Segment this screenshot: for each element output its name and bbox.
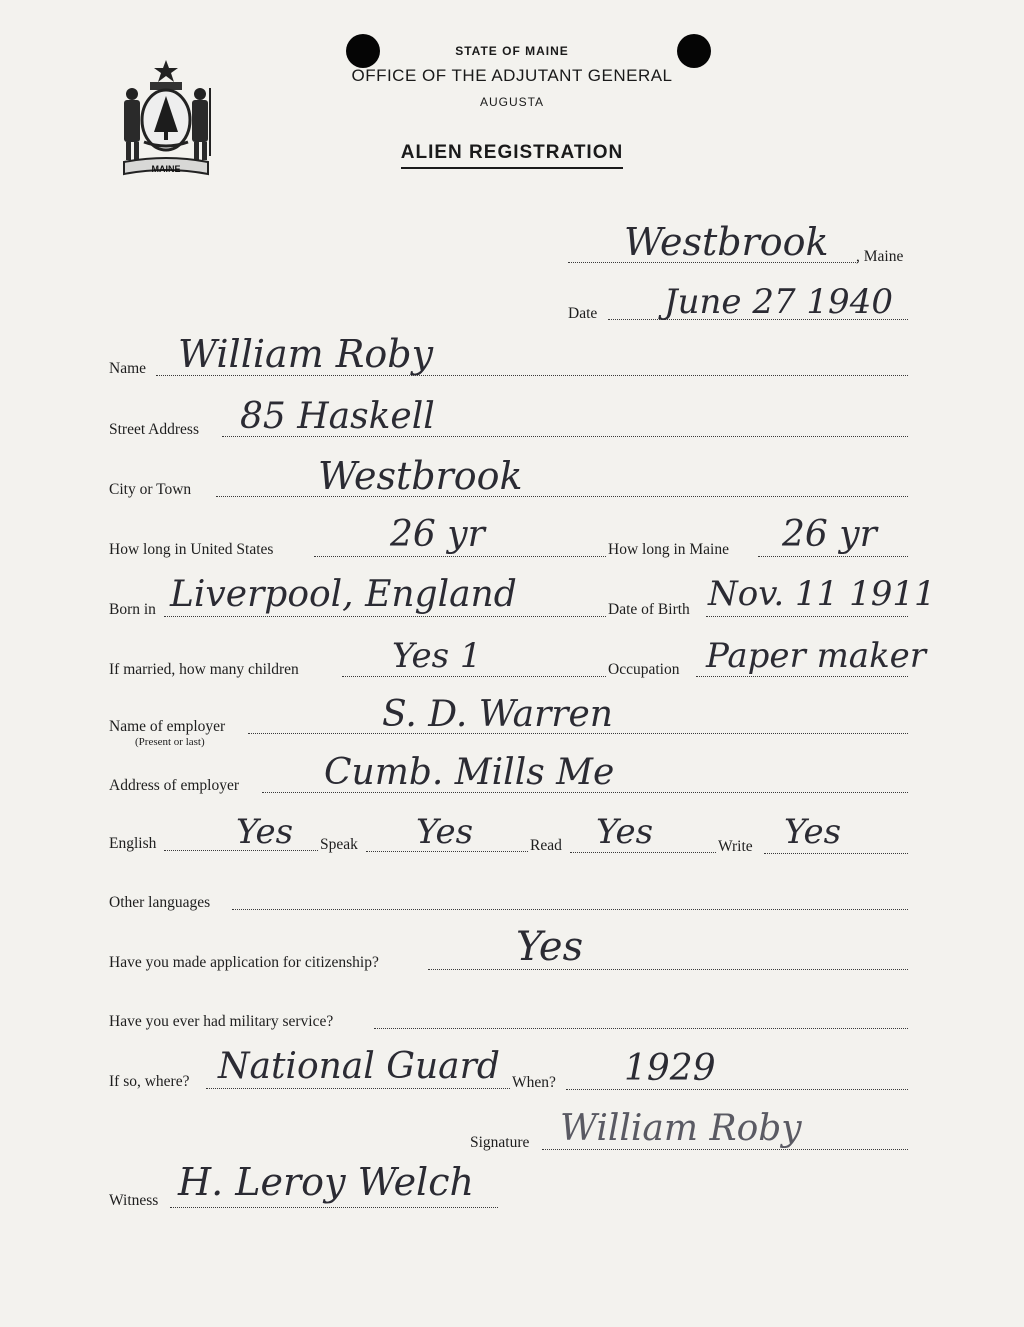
other-languages-line — [232, 909, 908, 910]
state-heading: STATE OF MAINE — [455, 44, 569, 58]
how-long-us-line — [314, 556, 606, 557]
street-label: Street Address — [109, 421, 199, 438]
speak-value[interactable]: Yes — [416, 812, 474, 852]
citizenship-value[interactable]: Yes — [516, 924, 584, 970]
how-long-maine-label: How long in Maine — [608, 541, 729, 558]
state-seal-icon — [110, 58, 222, 178]
when-label: When? — [512, 1074, 556, 1091]
employer-label: Name of employer — [109, 718, 226, 735]
name-value[interactable]: William Roby — [178, 332, 434, 376]
citizenship-label: Have you made application for citizenship? — [109, 954, 379, 971]
read-value[interactable]: Yes — [596, 812, 654, 852]
employer-address-label: Address of employer — [109, 777, 239, 794]
born-in-label: Born in — [109, 601, 156, 618]
signature-value[interactable]: William Roby — [560, 1108, 802, 1149]
city-heading: AUGUSTA — [479, 95, 545, 109]
occupation-label: Occupation — [608, 661, 680, 678]
witness-value[interactable]: H. Leroy Welch — [178, 1160, 474, 1204]
married-value[interactable]: Yes 1 — [392, 636, 482, 676]
name-label: Name — [109, 360, 147, 377]
where-line — [206, 1088, 510, 1089]
married-line — [342, 676, 606, 677]
read-line — [570, 852, 716, 853]
city-value[interactable]: Westbrook — [318, 454, 523, 498]
date-value[interactable]: June 27 1940 — [664, 282, 893, 322]
dob-value[interactable]: Nov. 11 1911 — [708, 574, 936, 614]
signature-label: Signature — [470, 1134, 530, 1151]
born-in-value[interactable]: Liverpool, England — [170, 574, 517, 615]
born-in-line — [164, 616, 606, 617]
when-line — [566, 1089, 908, 1090]
svg-text:MAINE: MAINE — [151, 164, 181, 174]
english-label: English — [109, 835, 157, 852]
other-languages-label: Other languages — [109, 894, 211, 911]
witness-line — [170, 1207, 498, 1208]
write-line — [764, 853, 908, 854]
town-value[interactable]: Westbrook — [624, 220, 829, 264]
how-long-us-label: How long in United States — [109, 541, 274, 558]
married-label: If married, how many children — [109, 661, 299, 678]
military-label: Have you ever had military service? — [109, 1013, 334, 1030]
dob-line — [706, 616, 908, 617]
speak-label: Speak — [320, 836, 358, 853]
how-long-maine-value[interactable]: 26 yr — [782, 514, 877, 555]
employer-value[interactable]: S. D. Warren — [382, 694, 613, 735]
when-value[interactable]: 1929 — [624, 1048, 716, 1089]
employer-address-value[interactable]: Cumb. Mills Me — [324, 752, 615, 793]
occupation-line — [696, 676, 908, 677]
maine-label: , Maine — [856, 248, 904, 265]
office-heading: OFFICE OF THE ADJUTANT GENERAL — [351, 66, 673, 85]
citizenship-line — [428, 969, 908, 970]
write-label: Write — [718, 838, 753, 855]
witness-label: Witness — [109, 1192, 159, 1209]
read-label: Read — [530, 837, 562, 854]
city-label: City or Town — [109, 481, 192, 498]
date-label: Date — [568, 305, 598, 322]
occupation-value[interactable]: Paper maker — [706, 636, 927, 676]
dob-label: Date of Birth — [608, 601, 690, 618]
write-value[interactable]: Yes — [784, 812, 842, 852]
street-value[interactable]: 85 Haskell — [240, 396, 435, 437]
military-line — [374, 1028, 908, 1029]
where-value[interactable]: National Guard — [218, 1046, 500, 1087]
how-long-us-value[interactable]: 26 yr — [390, 514, 485, 555]
form-title-text: ALIEN REGISTRATION — [401, 142, 623, 169]
english-value[interactable]: Yes — [236, 812, 294, 852]
employer-sublabel: (Present or last) — [135, 736, 205, 748]
how-long-maine-line — [758, 556, 908, 557]
signature-line — [542, 1149, 908, 1150]
where-label: If so, where? — [109, 1073, 190, 1090]
